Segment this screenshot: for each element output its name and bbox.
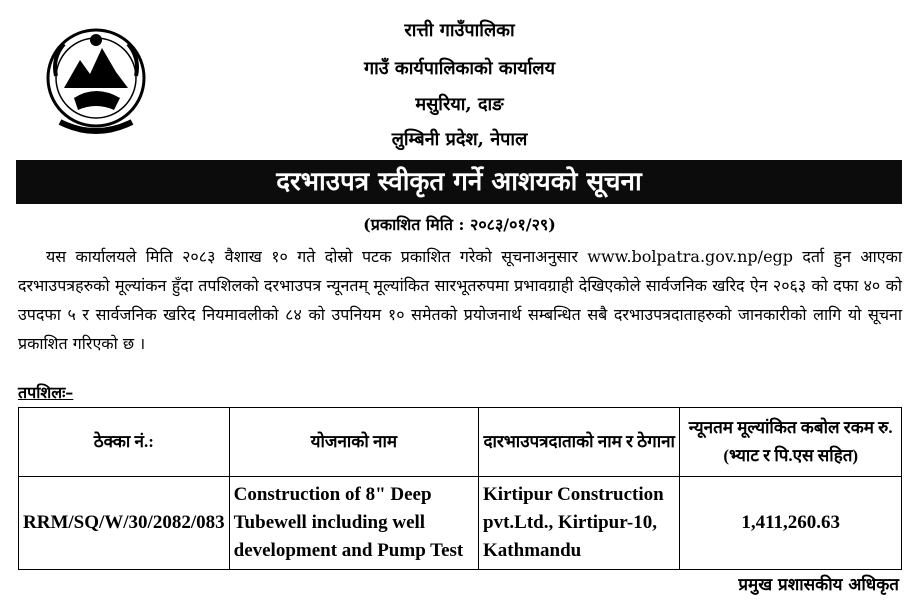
header-contract-no: ठेक्का नं.: [19,408,230,477]
details-label: तपशिलः– [18,383,74,402]
municipality-name: रात्ती गाउँपालिका [404,20,515,41]
table-header-row [19,408,902,477]
amount-cell: 1,411,260.63 [680,477,902,570]
publication-date: (प्रकाशित मिति : २०८३/०१/२९) [363,215,556,234]
contract-no-cell: RRM/SQ/W/30/2082/083 [19,477,230,570]
notice-title-banner: दरभाउपत्र स्वीकृत गर्ने आशयको सूचना [16,160,902,204]
project-name-cell: Construction of 8" Deep Tubewell including well development and Pump Test [229,477,478,570]
office-location: मसुरिया, दाङ [415,94,504,115]
table-row [19,477,902,570]
office-name: गाउँ कार्यपालिकाको कार्यालय [363,58,556,79]
bid-table [18,407,902,570]
province-country: लुम्बिनी प्रदेश, नेपाल [391,129,528,150]
bidder-cell: Kirtipur Construction pvt.Ltd., Kirtipur-10, Kathmandu [479,477,680,570]
header-bidder: दारभाउपत्रदाताको नाम र ठेगाना [479,408,680,477]
header-amount: न्यूनतम मूल्यांकित कबोल रकम रु. (भ्याट र पि.एस सहित) [680,408,902,477]
notice-body: यस कार्यालयले मिति २०८३ वैशाख १० गते दोस्रो पटक प्रकाशित गरेको सूचनाअनुसार www.bolpatra.gov.np/egp दर्ता हुन आएका दरभाउपत्रहरुको मूल्यांकन हुँदा तपशिलको दरभाउपत्र न्यूनतम् मूल्यांकित सारभूतरुपमा प्रभावग्राही देखिएकोले सार्वजनिक खरिद ऐन २०६३ को दफा ४० को उपदफा ५ र सार्वजनिक खरिद नियमावलीको ८४ को उपनियम १० समेतको प्रयोजनार्थ सम्बन्धित सबै दरभाउपत्रदाताहरुको जानकारीको लागि यो सूचना प्रकाशित गरिएको छ । [18,247,902,353]
signatory-title: प्रमुख प्रशासकीय अधिकृत [738,575,899,595]
header-project-name: योजनाको नाम [229,408,478,477]
